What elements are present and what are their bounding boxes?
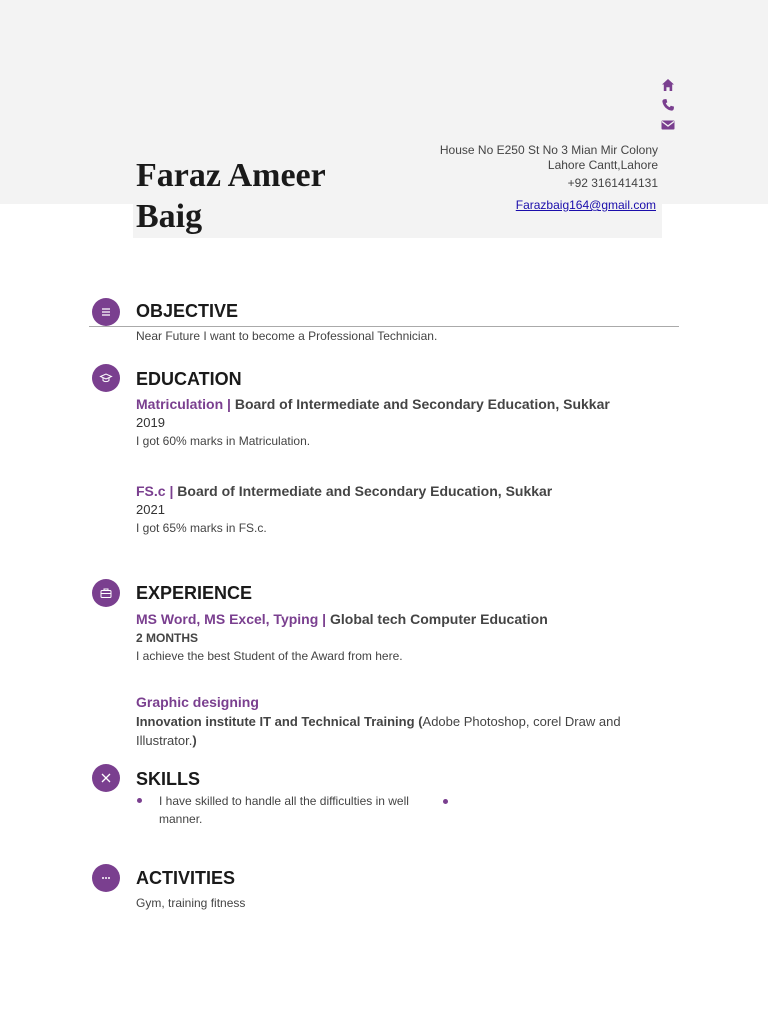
experience-entry-1-heading [136, 610, 548, 628]
education-year-2: 2021 [136, 502, 165, 517]
objective-text: Near Future I want to become a Professional Technician. [136, 329, 438, 343]
address-text: House No E250 St No 3 Mian Mir Colony Lahore Cantt,Lahore [439, 143, 658, 172]
education-note-1: I got 60% marks in Matriculation. [136, 434, 311, 448]
degree-title: FS.c [136, 483, 166, 499]
skills-title: SKILLS [136, 769, 201, 789]
tools-icon [92, 764, 120, 792]
graduation-cap-icon [92, 364, 120, 392]
phone-text: +92 3161414131 [567, 176, 658, 190]
objective-divider [89, 326, 679, 327]
more-icon [92, 864, 120, 892]
paren-open: ( [418, 714, 423, 729]
education-entry-2-heading [136, 482, 552, 500]
degree-title: Matriculation [136, 396, 224, 412]
bullet-icon [137, 798, 142, 803]
experience-duration-1: 2 MONTHS [136, 631, 199, 645]
company-name: Global tech Computer Education [329, 611, 548, 627]
experience-title: EXPERIENCE [136, 583, 253, 603]
home-icon [660, 77, 676, 93]
objective-icon [92, 298, 120, 326]
activities-text: Gym, training fitness [136, 896, 246, 910]
tools-used: Adobe Photoshop, corel Draw and Illustrator. [136, 714, 621, 748]
role-title: MS Word, MS Excel, Typing [136, 611, 319, 627]
experience-entry-2-heading: Graphic designing [136, 694, 259, 710]
school-name: Board of Intermediate and Secondary Education, Sukkar [177, 483, 553, 499]
education-entry-1-heading [136, 395, 610, 413]
name-line-2: Baig [136, 198, 203, 235]
experience-entry-2-details [136, 712, 656, 750]
activities-title: ACTIVITIES [136, 868, 236, 888]
email-link[interactable]: Farazbaig164@gmail.com [515, 198, 656, 212]
paren-close: ) [192, 733, 197, 748]
education-title: EDUCATION [136, 369, 242, 389]
candidate-name [136, 155, 396, 237]
separator: | [322, 611, 327, 627]
bullet-icon [443, 799, 448, 804]
contact-info [418, 143, 658, 213]
briefcase-icon [92, 579, 120, 607]
skill-item-1: I have skilled to handle all the difficulties in well manner. [159, 794, 409, 826]
separator: | [169, 483, 174, 499]
institute-name: Innovation institute IT and Technical Training [136, 714, 415, 729]
school-name: Board of Intermediate and Secondary Education, Sukkar [234, 396, 610, 412]
separator: | [227, 396, 231, 412]
objective-title: OBJECTIVE [136, 301, 239, 321]
phone-icon [660, 97, 676, 113]
contact-icons [660, 77, 680, 137]
name-line-1: Faraz Ameer [136, 157, 326, 194]
experience-note-1: I achieve the best Student of the Award from here. [136, 649, 403, 663]
education-note-2: I got 65% marks in FS.c. [136, 521, 267, 535]
email-icon [660, 117, 676, 133]
education-year-1: 2019 [136, 415, 165, 430]
